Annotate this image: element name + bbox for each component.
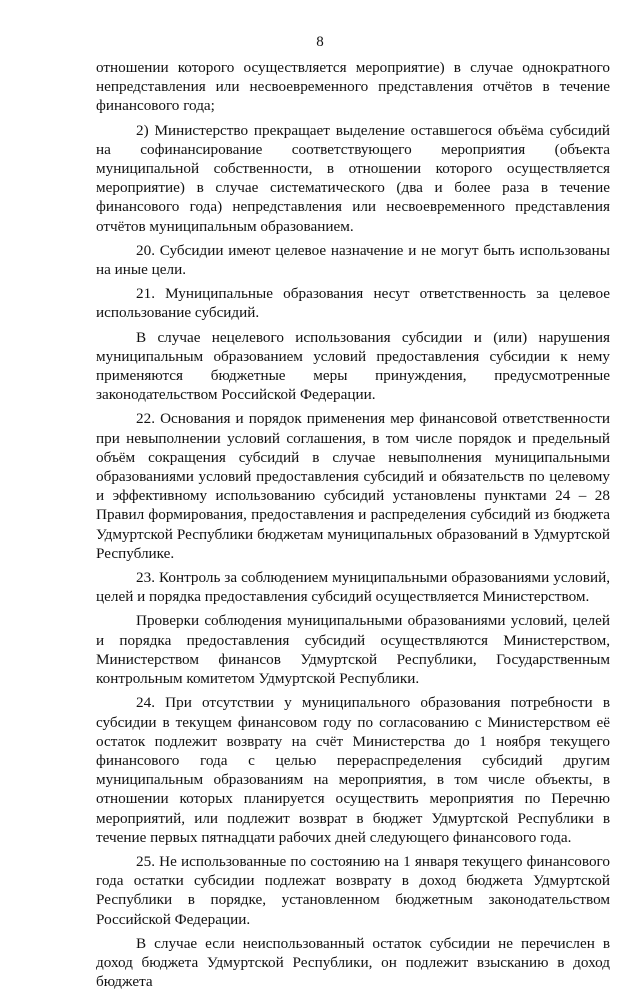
paragraph-20: 20. Субсидии имеют целевое назначение и не могут быть использованы на иные цели.: [96, 241, 610, 279]
paragraph-item-2: 2) Министерство прекращает выделение оставшегося объёма субсидий на софинансирование соответствующего мероприятия (объекта муниципальной собственности, в отношении которого осуществляется мероприятие) в случае систематического (два и более раза в течение финансового года) непредставления или несвоевременного представления отчётов муниципальным образованием.: [96, 121, 610, 235]
document-body: [96, 58, 610, 996]
paragraph-23: 23. Контроль за соблюдением муниципальными образованиями условий, целей и порядка предоставления субсидий осуществляется Министерством.: [96, 569, 610, 606]
paragraph-continuation: отношении которого осуществляется мероприятие) в случае однократного непредставления или несвоевременного представления отчётов в течение финансового года;: [96, 59, 610, 115]
paragraph-24: 24. При отсутствии у муниципального образования потребности в субсидии в текущем финансовом году по согласованию с Министерством её остаток подлежит возврату на счёт Министерства до 1 ноября текущего финансового года с целью перераспределения субсидий другим муниципальным образованиям на мероприятия, в том числе объекты, в отношении которых планируется осуществить мероприятия по Перечню мероприятий, или подлежит возврат в бюджет Удмуртской Республики в течение первых пятнадцати рабочих дней следующего финансового года.: [96, 694, 610, 846]
paragraph-25: 25. Не использованные по состоянию на 1 января текущего финансового года остатки субсидии подлежат возврату в доход бюджета Удмуртской Республики в порядке, установленном бюджетным законодательством Российской Федерации.: [96, 852, 610, 928]
paragraph-inspections: Проверки соблюдения муниципальными образованиями условий, целей и порядка предоставления субсидий осуществляются Министерством, Министерством финансов Удмуртской Республики, Государственным контрольным комитетом Удмуртской Республики.: [96, 612, 610, 688]
paragraph-misuse: В случае нецелевого использования субсидии и (или) нарушения муниципальным образованием условий предоставления субсидии к нему применяются бюджетные меры принуждения, предусмотренные законодательством Российской Федерации.: [96, 328, 610, 404]
page-number: 8: [316, 34, 324, 50]
paragraph-22: 22. Основания и порядок применения мер финансовой ответственности при невыполнении условий соглашения, в том числе порядок и предельный объём сокращения субсидий в случае невыполнения муниципальными образованиями условий предоставления субсидий и обязательств по целевому и эффективному использованию субсидий установлены пунктами 24 – 28 Правил формирования, предоставления и распределения субсидий из бюджета Удмуртской Республики бюджетам муниципальных образований в Удмуртской Республике.: [96, 410, 610, 562]
paragraph-21: 21. Муниципальные образования несут ответственность за целевое использование субсидий.: [96, 285, 610, 322]
paragraph-recovery: В случае если неиспользованный остаток субсидии не перечислен в доход бюджета Удмуртской Республики, он подлежит взысканию в доход бюджета: [96, 934, 610, 991]
